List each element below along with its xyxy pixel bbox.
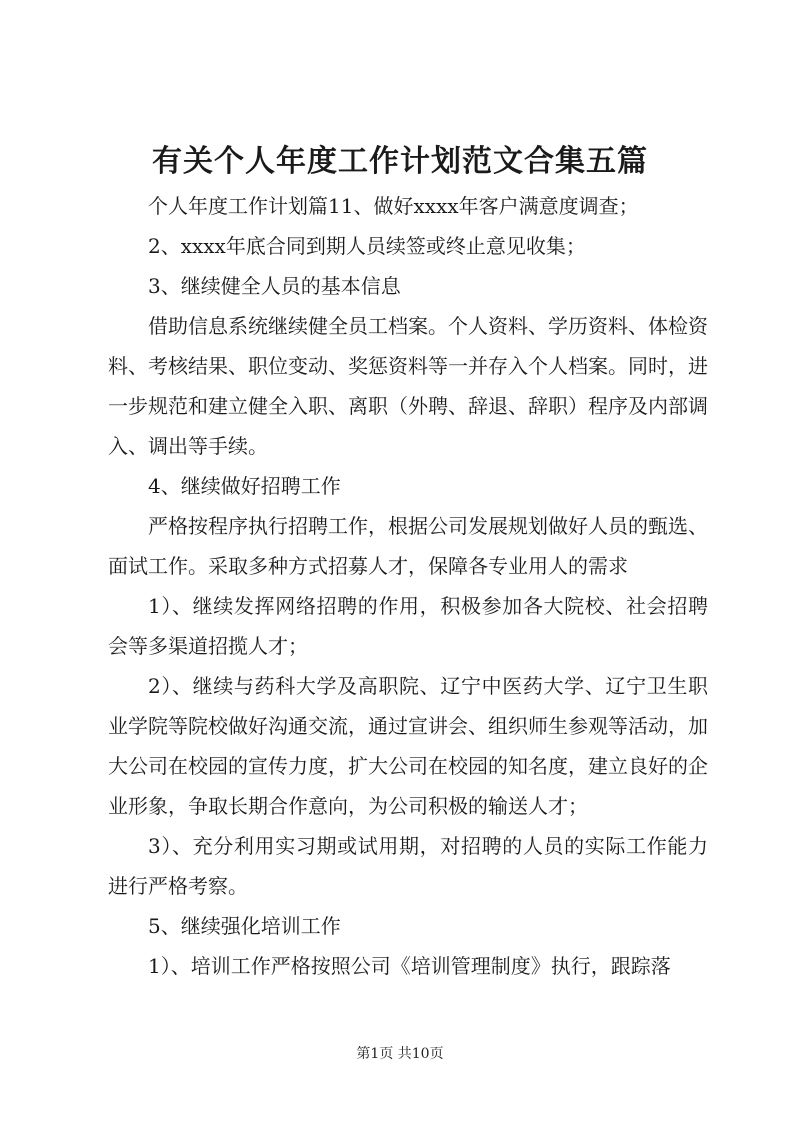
paragraph-7: 1）、继续发挥网络招聘的作用，积极参加各大院校、社会招聘会等多渠道招揽人才； — [108, 594, 708, 658]
paragraph-11: 1）、培训工作严格按照公司《培训管理制度》执行，跟踪落 — [148, 954, 671, 978]
paragraph-10: 5、继续强化培训工作 — [148, 914, 341, 938]
paragraph-8: 2）、继续与药科大学及高职院、辽宁中医药大学、辽宁卫生职业学院等院校做好沟通交流，通过宣讲会、组织师生参观等活动，加大公司在校园的宣传力度，扩大公司在校园的知名度，建立良好的企业形象，争取长期合作意向，为公司积极的输送人才； — [108, 674, 708, 818]
page-number-footer: 第1页 共10页 — [356, 1046, 444, 1062]
paragraph-2: 2、xxxx年底合同到期人员续签或终止意见收集； — [148, 234, 586, 258]
document-title: 有关个人年度工作计划范文合集五篇 — [152, 144, 648, 179]
paragraph-3: 3、继续健全人员的基本信息 — [148, 274, 401, 298]
document-body — [108, 186, 708, 986]
paragraph-1: 个人年度工作计划篇11、做好xxxx年客户满意度调查； — [148, 194, 639, 218]
paragraph-9: 3）、充分利用实习期或试用期，对招聘的人员的实际工作能力进行严格考察。 — [108, 834, 708, 898]
paragraph-5: 4、继续做好招聘工作 — [148, 474, 341, 498]
paragraph-6: 严格按程序执行招聘工作，根据公司发展规划做好人员的甄选、面试工作。采取多种方式招募人才，保障各专业用人的需求 — [108, 514, 708, 578]
paragraph-4: 借助信息系统继续健全员工档案。个人资料、学历资料、体检资料、考核结果、职位变动、奖惩资料等一并存入个人档案。同时，进一步规范和建立健全入职、离职（外聘、辞退、辞职）程序及内部调入、调出等手续。 — [108, 314, 708, 458]
